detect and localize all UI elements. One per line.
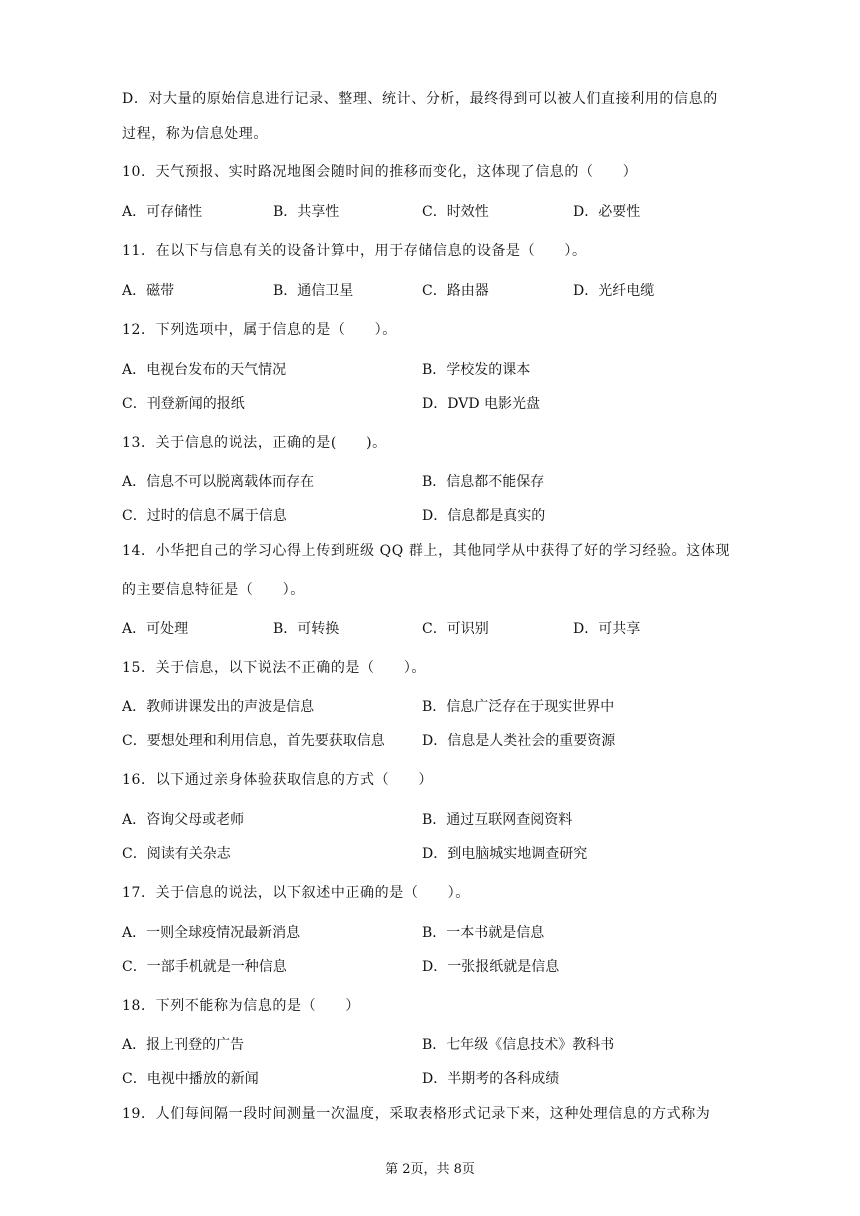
q12-option-b: B．学校发的课本 — [422, 362, 531, 378]
q12-option-d: D．DVD 电影光盘 — [422, 396, 540, 412]
q11-option-a: A．磁带 — [122, 283, 175, 299]
q18-option-a: A．报上刊登的广告 — [122, 1037, 245, 1053]
q13-option-b: B．信息都不能保存 — [422, 474, 545, 490]
q14-option-d: D．可共享 — [573, 621, 641, 637]
question-16-stem: 16．以下通过亲身体验获取信息的方式（ ） — [122, 772, 434, 788]
q11-option-c: C．路由器 — [422, 283, 489, 299]
q11-option-d: D．光纤电缆 — [573, 283, 655, 299]
q10-option-c: C．时效性 — [422, 204, 489, 220]
q15-option-c: C．要想处理和利用信息，首先要获取信息 — [122, 733, 385, 749]
question-12-stem: 12．下列选项中，属于信息的是（ ）。 — [122, 322, 397, 338]
q12-option-c: C．刊登新闻的报纸 — [122, 396, 245, 412]
question-14-stem-line2: 的主要信息特征是（ ）。 — [122, 582, 305, 598]
q15-option-d: D．信息是人类社会的重要资源 — [422, 733, 616, 749]
q12-option-a: A．电视台发布的天气情况 — [122, 362, 287, 378]
q9-option-d-line1: D．对大量的原始信息进行记录、整理、统计、分析，最终得到可以被人们直接利用的信息的 — [122, 91, 718, 107]
page-footer: 第 2页，共 8页 — [385, 1162, 475, 1177]
q14-option-a: A．可处理 — [122, 621, 189, 637]
question-19-stem: 19．人们每间隔一段时间测量一次温度，采取表格形式记录下来，这种处理信息的方式称为 — [122, 1106, 711, 1122]
q11-option-b: B．通信卫星 — [273, 283, 354, 299]
q10-option-a: A．可存储性 — [122, 204, 203, 220]
q14-option-c: C．可识别 — [422, 621, 489, 637]
q16-option-a: A．咨询父母或老师 — [122, 812, 245, 828]
q14-option-b: B．可转换 — [273, 621, 340, 637]
q18-option-b: B．七年级《信息技术》教科书 — [422, 1037, 615, 1053]
question-14-stem-line1: 14．小华把自己的学习心得上传到班级 QQ 群上，其他同学从中获得了好的学习经验。这体现 — [122, 543, 731, 559]
q15-option-a: A．教师讲课发出的声波是信息 — [122, 699, 315, 715]
q10-option-d: D．必要性 — [573, 204, 641, 220]
question-13-stem: 13．关于信息的说法，正确的是( )。 — [122, 435, 387, 451]
q17-option-a: A．一则全球疫情况最新消息 — [122, 925, 301, 941]
q18-option-c: C．电视中播放的新闻 — [122, 1071, 259, 1087]
question-17-stem: 17．关于信息的说法，以下叙述中正确的是（ ）。 — [122, 885, 470, 901]
q13-option-c: C．过时的信息不属于信息 — [122, 508, 287, 524]
q16-option-b: B．通过互联网查阅资料 — [422, 812, 573, 828]
q16-option-d: D．到电脑城实地调查研究 — [422, 846, 588, 862]
q17-option-d: D．一张报纸就是信息 — [422, 959, 560, 975]
question-15-stem: 15．关于信息，以下说法不正确的是（ ）。 — [122, 660, 427, 676]
question-18-stem: 18．下列不能称为信息的是（ ） — [122, 998, 361, 1014]
question-10-stem: 10．天气预报、实时路况地图会随时间的推移而变化，这体现了信息的（ ） — [122, 164, 638, 180]
q17-option-b: B．一本书就是信息 — [422, 925, 545, 941]
q13-option-d: D．信息都是真实的 — [422, 508, 546, 524]
q9-option-d-line2: 过程，称为信息处理。 — [122, 126, 268, 142]
q18-option-d: D．半期考的各科成绩 — [422, 1071, 560, 1087]
q15-option-b: B．信息广泛存在于现实世界中 — [422, 699, 615, 715]
q10-option-b: B．共享性 — [273, 204, 340, 220]
q17-option-c: C．一部手机就是一种信息 — [122, 959, 287, 975]
q13-option-a: A．信息不可以脱离载体而存在 — [122, 474, 315, 490]
q16-option-c: C．阅读有关杂志 — [122, 846, 231, 862]
question-11-stem: 11．在以下与信息有关的设备计算中，用于存储信息的设备是（ ）。 — [122, 243, 587, 259]
